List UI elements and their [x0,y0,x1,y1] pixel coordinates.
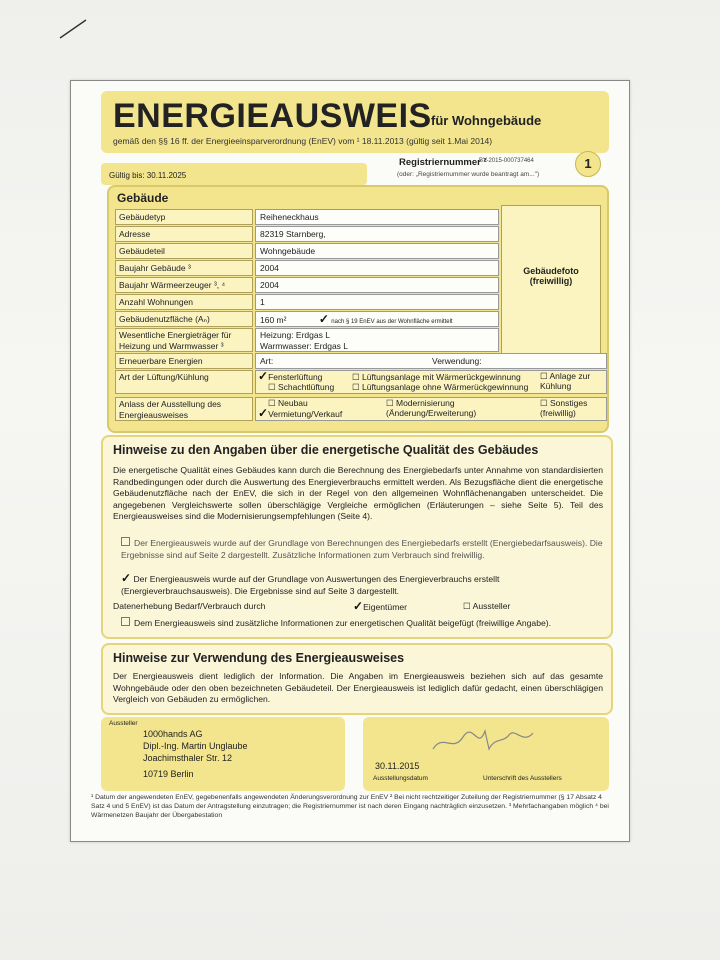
page-number: 1 [575,151,601,177]
datenerhebung-line [113,601,597,613]
option-eigentuemer[interactable]: ✓Eigentümer [353,599,408,613]
validity-date: Gültig bis: 30.11.2025 [109,171,187,180]
row-value: 2004 [255,277,499,293]
row-key: Erneuerbare Energien [115,353,253,369]
document-title: ENERGIEAUSWEIS [113,97,432,135]
row-value: Wohngebäude [255,243,499,259]
nutzflaeche-value: 160 m² [260,315,287,325]
registration-number: BY-2015-000737464 [479,158,534,164]
row-value: 1 [255,294,499,310]
option-bedarfsausweis[interactable]: Der Energieausweis wurde auf der Grundlage von Berechnungen des Energiebedarfs erstellt (Energiebedarfsausweis). Die Ergebnisse sind auf Seite 2 dargestellt. Zusätzliche Informationen zum Verbrauch sind freiwillig. [121,538,603,560]
hinweise-verwendung-section [101,643,613,715]
option-fensterlueftung[interactable]: ✓Fensterlüftung [258,370,323,383]
row-key: Adresse [115,226,253,242]
row-key: Wesentliche Energieträger für Heizung und Warmwasser ³ [115,328,253,352]
aussteller-line: 1000hands AG [143,729,203,739]
verwendung-label: Verwendung: [432,356,482,366]
registration-note: (oder: „Registriernummer wurde beantragt am...") [397,171,540,178]
registration-block [371,155,571,185]
row-value [255,353,607,369]
registration-label: Registriernummer ² [399,157,487,168]
art-label: Art: [260,356,274,366]
option-vermietung[interactable]: ✓Vermietung/Verkauf [258,406,343,420]
hinweise-verwendung-title: Hinweise zur Verwendung des Energieausweises [113,651,405,665]
row-key: Art der Lüftung/Kühlung [115,370,253,394]
ausstellungsdatum-value: 30.11.2015 [375,761,420,771]
row-key: Anzahl Wohnungen [115,294,253,310]
option-verbrauchsausweis[interactable]: ✓ Der Energieausweis wurde auf der Grundlage von Auswertungen des Energieverbrauchs erstellt (Energieverbrauchsausweis). Die Ergebnisse sind auf Seite 3 dargestellt. [121,571,500,596]
gebaeude-title: Gebäude [117,191,169,205]
aussteller-label: Aussteller [109,720,138,727]
hinweise-qualitaet-text: Die energetische Qualität eines Gebäudes kann durch die Berechnung des Energiebedarfs unter Annahme von standardisierten Randbedingungen oder durch die Auswertung des Energieverbrauchs ermittelt werden. Als Bezugsfläche dient die energetische Gebäudenutzfläche nach der EnEV, die sich in der Regel von den allgemeinen Wohnflächenangaben unterscheidet. Die angegebenen Vergleichswerte sollen überschlägige Vergleiche ermöglichen (Erläuterungen – siehe Seite 5). Teil des Energieausweises sind die Modernisierungsempfehlungen (Seite 4). [113,465,603,521]
checkbox-icon [121,537,130,546]
hinweise-qualitaet-title: Hinweise zu den Angaben über die energetische Qualität des Gebäudes [113,443,539,457]
datenerhebung-label: Datenerhebung Bedarf/Verbrauch durch [113,601,266,611]
option-kuehlung[interactable]: ☐ Anlage zur Kühlung [540,371,591,391]
aussteller-line: 10719 Berlin [143,769,194,779]
checkmark-icon: ✓ [318,312,329,326]
hinweise-qualitaet-section [101,435,613,639]
ausstellungsdatum-label: Ausstellungsdatum [373,775,428,782]
energieausweis-page [70,80,630,842]
row-key: Anlass der Ausstellung des Energieausweises [115,397,253,421]
signature-box [363,717,609,791]
checkmark-icon: ✓ [258,406,269,420]
option-aussteller[interactable]: ☐ Aussteller [463,601,511,611]
row-value [255,328,499,352]
option-lueftung-mit-wrg[interactable]: ☐ Lüftungsanlage mit Wärmerückgewinnung [352,372,521,382]
row-key: Baujahr Wärmeerzeuger ³, ⁴ [115,277,253,293]
option-sonstiges[interactable]: ☐ Sonstiges (freiwillig) [540,398,588,418]
aussteller-box [101,717,345,791]
option-neubau[interactable]: ☐ Neubau [268,398,308,408]
checkmark-icon: ✓ [121,571,132,585]
option-lueftung-ohne-wrg[interactable]: ☐ Lüftungsanlage ohne Wärmerückgewinnung [352,382,529,392]
row-value: 2004 [255,260,499,276]
hinweise-verwendung-text: Der Energieausweis dient lediglich der Information. Die Angaben im Energieausweis beziehen sich auf das gesamte Wohngebäude oder den oben bezeichneten Gebäudeteil. Der Energieausweis ist lediglich dafür gedacht, einen überschlägigen Vergleich von Gebäuden zu ermöglichen. [113,671,603,704]
document-subtitle: für Wohngebäude [431,113,542,128]
unterschrift-label: Unterschrift des Ausstellers [483,775,562,782]
gebaeudefoto-box: Gebäudefoto (freiwillig) [501,205,601,357]
row-key: Gebäudeteil [115,243,253,259]
row-key: Baujahr Gebäude ³ [115,260,253,276]
law-reference: gemäß den §§ 16 ff. der Energieeinsparverordnung (EnEV) vom ¹ 18.11.2013 (gültig seit 1.Mai 2014) [113,136,493,146]
row-value [255,311,499,327]
heizung-value: Heizung: Erdgas L [260,330,330,340]
option-modernisierung[interactable]: ☐ Modernisierung (Änderung/Erweiterung) [386,398,477,418]
aussteller-line: Dipl.-Ing. Martin Unglaube [143,741,248,751]
row-value: Reiheneckhaus [255,209,499,225]
pen-mark [58,18,88,40]
row-key: Gebäudenutzfläche (Aₙ) [115,311,253,327]
row-value [255,397,607,421]
gebaeude-section [107,185,609,433]
row-value: 82319 Starnberg, [255,226,499,242]
aussteller-line: Joachimsthaler Str. 12 [143,753,233,763]
nutzflaeche-note: nach § 19 EnEV aus der Wohnfläche ermittelt [331,319,453,325]
option-zusatzinfo[interactable]: Dem Energieausweis sind zusätzliche Informationen zur energetischen Qualität beigefügt (freiwillige Angabe). [121,617,605,630]
checkmark-icon: ✓ [258,370,269,383]
row-key: Gebäudetyp [115,209,253,225]
option-schachtlueftung[interactable]: ☐ Schachtlüftung [268,382,335,392]
header-banner [101,91,609,153]
row-value [255,370,607,394]
warmwasser-value: Warmwasser: Erdgas L [260,341,349,351]
footnotes: ¹ Datum der angewendeten EnEV, gegebenenfalls angewendeten Änderungsverordnung zur EnEV ² Bei nicht rechtzeitiger Zuteilung der Registriernummer (§ 17 Absatz 4 Satz 4 und 5 EnEV) ist das Datum der Antragstellung einzutragen; die Registriernummer ist nach deren Eingang nachträglich einzusetzen. ³ Mehrfachangaben möglich ⁴ bei Wärmenetzen Baujahr der Übergabestation [91,794,609,819]
checkbox-icon [121,617,130,626]
validity-box [101,163,367,185]
checkmark-icon: ✓ [353,599,364,613]
signature-scribble [423,723,543,757]
